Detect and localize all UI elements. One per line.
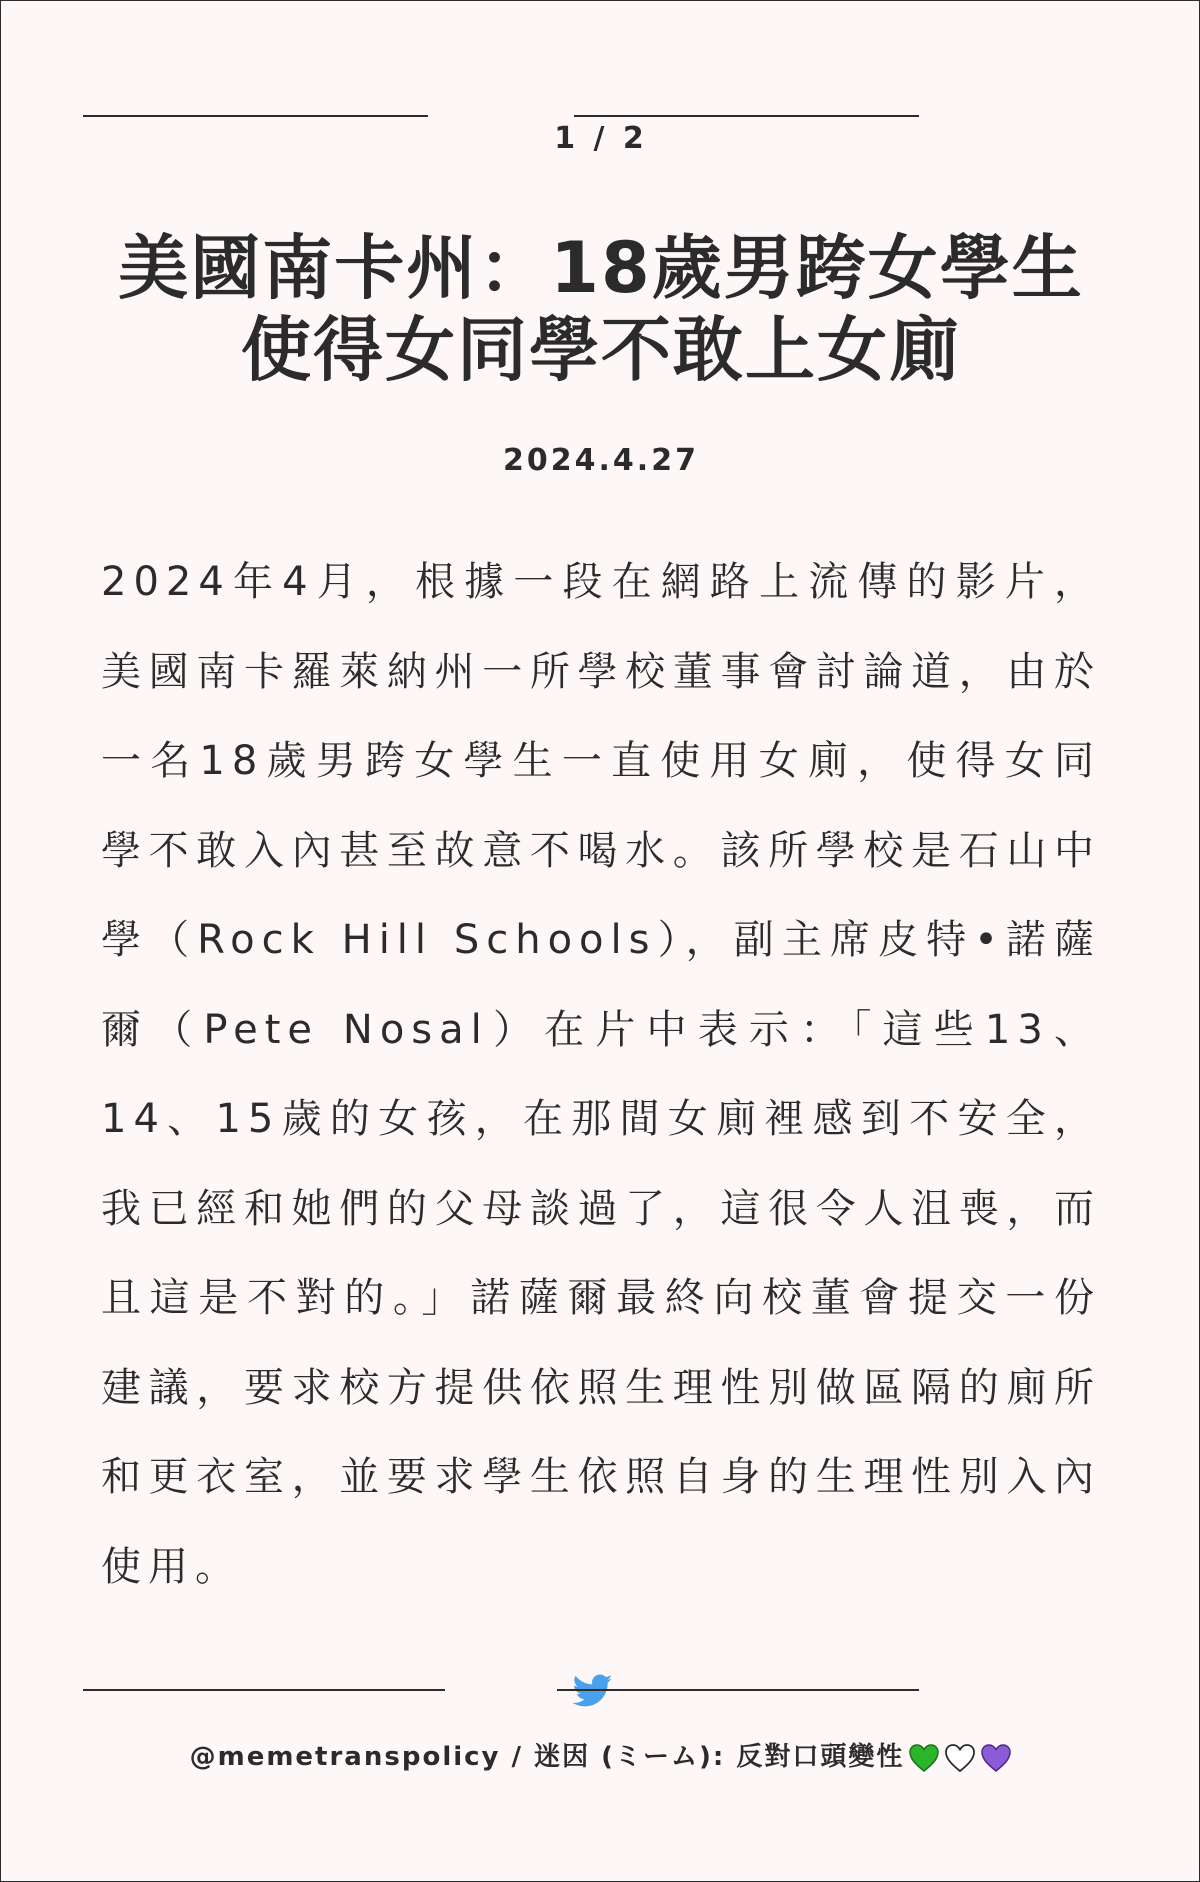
bottom-divider-right [557,1689,919,1691]
twitter-bird-icon [573,1673,613,1709]
white-heart-icon [944,1743,976,1773]
green-heart-icon [908,1743,940,1773]
footer-handle: @memetranspolicy / 迷因 (ミーム): 反對口頭變性 [189,1742,905,1772]
page-indicator: 1 / 2 [554,121,648,156]
top-divider-right [574,115,919,117]
article-date: 2024.4.27 [503,443,699,478]
article-body: 2024年4月，根據一段在網路上流傳的影片，美國南卡羅萊納州一所學校董事會討論道，由於一名18歲男跨女學生一直使用女廁，使得女同學不敢入內甚至故意不喝水。該所學校是石山中學（Rock Hill Schools），副主席皮特•諾薩爾（Pete Nosal）在片中表示：「這些13、14、15歲的女孩，在那間女廁裡感到不安全，我已經和她們的父母談過了，這很令人沮喪，而且這是不對的。」諾薩爾最終向校董會提交一份建議，要求校方提供依照生理性別做區隔的廁所和更衣室，並要求學生依照自身的生理性別入內使用。 [101,559,1101,1590]
purple-heart-icon [980,1743,1012,1773]
bottom-divider-left [83,1689,445,1691]
article-title: 美國南卡州：18歲男跨女學生使得女同學不敢上女廁 [118,227,1084,391]
footer-credit [1,1737,1200,1777]
